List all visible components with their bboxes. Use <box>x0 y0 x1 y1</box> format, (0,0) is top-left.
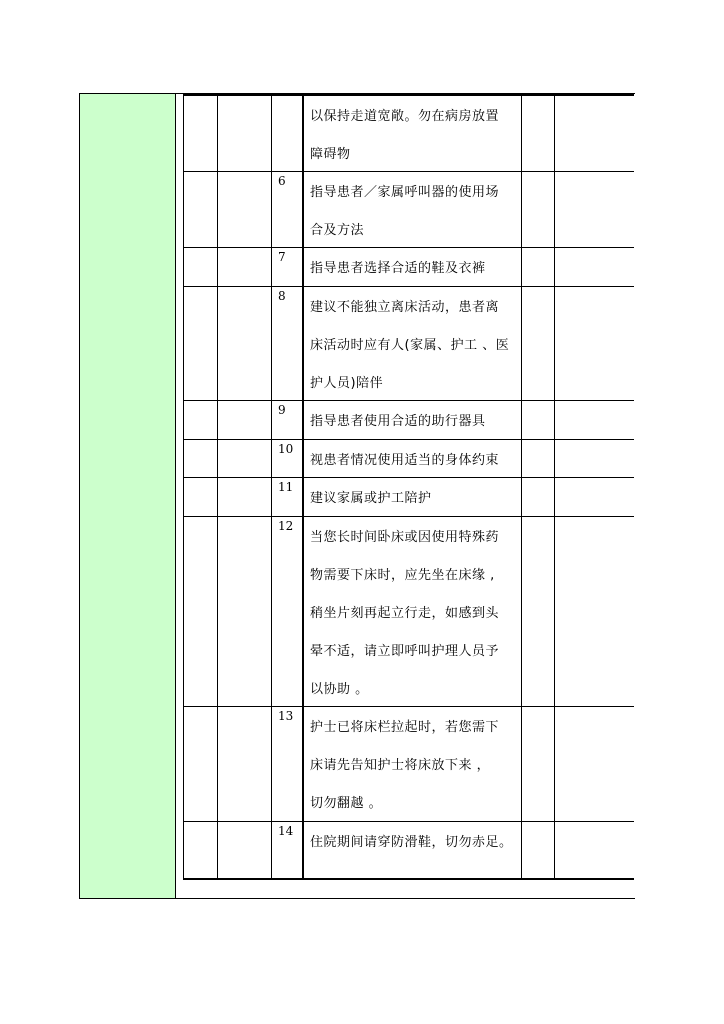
item-text <box>304 707 522 821</box>
empty-cell <box>183 517 218 706</box>
item-text <box>304 517 522 706</box>
item-text-line: 障碍物 <box>310 147 351 162</box>
item-number: 9 <box>271 401 304 439</box>
table-row <box>183 96 634 172</box>
item-text-line: 视患者情况使用适当的身体约束 <box>310 453 500 468</box>
empty-cell <box>218 707 272 821</box>
item-text <box>304 478 522 516</box>
empty-cell <box>183 401 218 439</box>
item-text-line: 物需要下床时，应先坐在床缘 , <box>310 568 495 583</box>
item-text-line: 指导患者／家属呼叫器的使用场 <box>310 185 500 200</box>
item-text-line: 以保持走道宽敞。勿在病房放置 <box>310 109 500 124</box>
item-number: 11 <box>271 478 304 516</box>
item-text <box>304 440 522 477</box>
table-row <box>183 822 634 880</box>
table-row <box>183 517 634 707</box>
empty-cell <box>522 822 555 879</box>
empty-cell <box>183 248 218 286</box>
item-text-line: 切勿翻越 。 <box>310 796 383 811</box>
item-text-line: 住院期间请穿防滑鞋，切勿赤足。 <box>310 835 513 850</box>
empty-cell <box>522 96 555 171</box>
empty-cell <box>522 707 555 821</box>
item-text-line: 以协助 。 <box>310 682 369 697</box>
empty-cell <box>183 172 218 247</box>
table-row <box>183 478 634 517</box>
item-text-line: 指导患者使用合适的助行器具 <box>310 414 486 429</box>
empty-cell <box>522 248 555 286</box>
item-text-line: 建议家属或护工陪护 <box>310 491 432 506</box>
empty-cell <box>183 707 218 821</box>
empty-cell <box>218 287 272 400</box>
item-text <box>304 401 522 439</box>
empty-cell <box>522 478 555 516</box>
item-text-line: 合及方法 <box>310 223 365 238</box>
empty-cell <box>218 401 272 439</box>
item-number: 6 <box>271 172 304 247</box>
empty-cell <box>218 172 272 247</box>
empty-cell <box>183 96 218 171</box>
empty-cell <box>218 822 272 879</box>
item-number: 8 <box>271 287 304 400</box>
item-text <box>304 172 522 247</box>
item-number: 12 <box>271 517 304 706</box>
item-text-line: 护士已将床栏拉起时，若您需下 <box>310 720 500 735</box>
item-text <box>304 822 522 879</box>
item-number: 7 <box>271 248 304 286</box>
empty-cell <box>218 248 272 286</box>
table-row <box>183 172 634 248</box>
empty-cell <box>522 172 555 247</box>
table-row <box>183 401 634 440</box>
table-row <box>183 707 634 822</box>
item-number: 13 <box>271 707 304 821</box>
item-number: 14 <box>271 822 304 879</box>
item-text-line: 当您长时间卧床或因使用特殊药 <box>310 530 500 545</box>
item-text-line: 晕不适，请立即呼叫护理人员予 <box>310 644 500 659</box>
empty-cell <box>218 440 272 477</box>
item-text-line: 床活动时应有人(家属、护工 、医 <box>310 338 510 353</box>
item-number <box>271 96 304 171</box>
table-row <box>183 248 634 287</box>
table-row <box>183 440 634 478</box>
category-cell <box>80 94 176 898</box>
empty-cell <box>183 478 218 516</box>
item-number: 10 <box>271 440 304 477</box>
item-text-line: 建议不能独立离床活动，患者离 <box>310 300 500 315</box>
item-text-line: 床请先告知护士将床放下来 ， <box>310 758 491 773</box>
item-text-line: 指导患者选择合适的鞋及衣裤 <box>310 261 486 276</box>
item-text-line: 护人员)陪伴 <box>310 376 384 391</box>
empty-cell <box>218 517 272 706</box>
empty-cell <box>183 440 218 477</box>
empty-cell <box>183 822 218 879</box>
table-row <box>183 287 634 401</box>
empty-cell <box>218 96 272 171</box>
item-text <box>304 96 522 171</box>
empty-cell <box>522 517 555 706</box>
empty-cell <box>522 287 555 400</box>
item-text <box>304 248 522 286</box>
empty-cell <box>522 440 555 477</box>
empty-cell <box>522 401 555 439</box>
item-text <box>304 287 522 400</box>
item-text-line: 稍坐片刻再起立行走，如感到头 <box>310 606 500 621</box>
empty-cell <box>183 287 218 400</box>
empty-cell <box>218 478 272 516</box>
